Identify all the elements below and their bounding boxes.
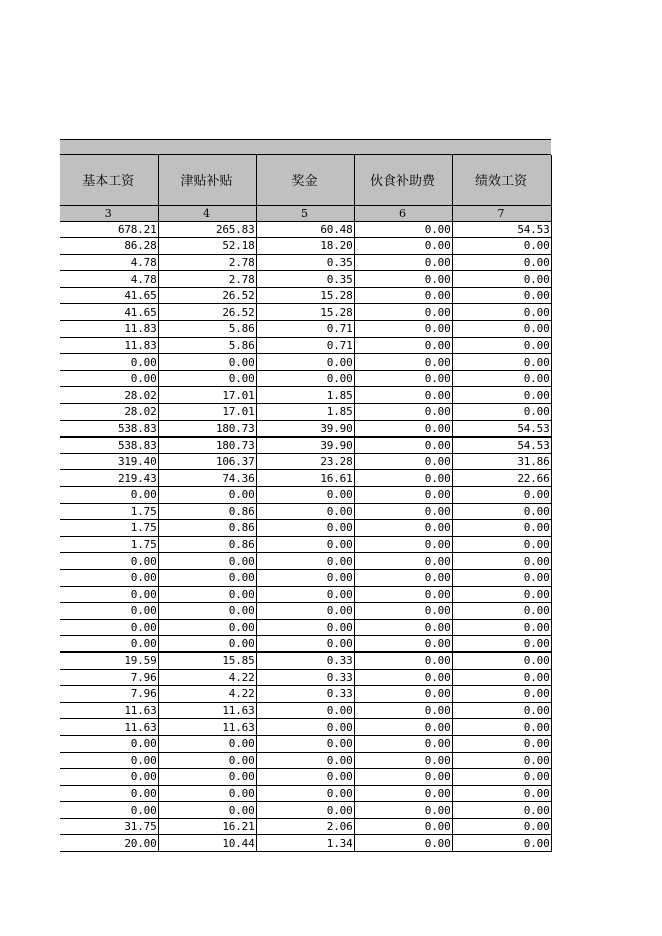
table-cell[interactable]: 60.48 [256,221,354,238]
table-cell[interactable]: 0.00 [354,287,452,304]
table-row [60,271,551,288]
table-cell[interactable]: 11.83 [60,321,158,338]
table-cell[interactable]: 0.00 [60,752,158,769]
table-row [60,652,551,669]
table-cell[interactable]: 0.00 [354,603,452,620]
table-cell[interactable]: 0.00 [354,321,452,338]
table-cell[interactable]: 0.00 [158,636,256,653]
table-cell[interactable]: 0.00 [452,321,551,338]
table-cell[interactable]: 0.00 [452,536,551,553]
table-cell[interactable]: 0.00 [354,453,452,470]
table-cell[interactable]: 54.53 [452,221,551,238]
table-cell[interactable]: 0.00 [452,785,551,802]
table-cell[interactable]: 0.00 [256,735,354,752]
table-row [60,669,551,686]
table-cell[interactable]: 0.00 [158,603,256,620]
table-cell[interactable]: 2.78 [158,254,256,271]
column-number: 5 [256,205,354,221]
table-cell[interactable]: 0.00 [354,337,452,354]
table-cell[interactable]: 0.00 [452,238,551,255]
table-row [60,453,551,470]
table-cell[interactable]: 0.86 [158,503,256,520]
table-cell[interactable]: 106.37 [158,453,256,470]
table-cell[interactable]: 0.00 [452,769,551,786]
table-cell[interactable]: 11.63 [60,719,158,736]
table-row [60,354,551,371]
table-row [60,702,551,719]
table-row [60,752,551,769]
table-cell[interactable]: 0.00 [158,370,256,387]
table-cell[interactable]: 5.86 [158,337,256,354]
table-cell[interactable]: 0.00 [452,669,551,686]
salary-table [60,155,552,852]
table-cell[interactable]: 0.00 [354,520,452,537]
table-row [60,238,551,255]
column-header: 奖金 [256,155,354,205]
table-cell[interactable]: 54.53 [452,437,551,454]
table-cell[interactable]: 0.00 [256,802,354,819]
table-cell[interactable]: 0.00 [60,487,158,504]
table-cell[interactable]: 0.00 [158,354,256,371]
spreadsheet [60,139,551,852]
table-row [60,536,551,553]
table-cell[interactable]: 0.00 [256,503,354,520]
table-cell[interactable]: 0.00 [158,569,256,586]
table-cell[interactable]: 54.53 [452,420,551,437]
table-cell[interactable]: 0.00 [452,287,551,304]
table-cell[interactable]: 0.00 [158,769,256,786]
table-cell[interactable]: 0.00 [354,669,452,686]
table-cell[interactable]: 0.00 [354,254,452,271]
table-body [60,221,551,852]
table-cell[interactable]: 1.85 [256,404,354,421]
table-cell[interactable]: 0.35 [256,254,354,271]
table-cell[interactable]: 180.73 [158,420,256,437]
table-cell[interactable]: 0.00 [158,619,256,636]
table-cell[interactable]: 0.00 [452,719,551,736]
table-row [60,569,551,586]
table-cell[interactable]: 0.00 [256,354,354,371]
table-row [60,321,551,338]
table-cell[interactable]: 0.00 [452,387,551,404]
table-row [60,437,551,454]
table-cell[interactable]: 7.96 [60,669,158,686]
table-cell[interactable]: 0.00 [158,553,256,570]
table-cell[interactable]: 1.75 [60,520,158,537]
table-cell[interactable]: 41.65 [60,304,158,321]
table-cell[interactable]: 1.85 [256,387,354,404]
table-row [60,304,551,321]
table-cell[interactable]: 0.00 [354,569,452,586]
table-cell[interactable]: 0.00 [354,503,452,520]
table-cell[interactable]: 0.71 [256,337,354,354]
table-cell[interactable]: 26.52 [158,287,256,304]
table-row [60,719,551,736]
table-cell[interactable]: 0.33 [256,686,354,703]
table-cell[interactable]: 538.83 [60,420,158,437]
table-cell[interactable]: 0.00 [158,802,256,819]
table-cell[interactable]: 0.00 [60,569,158,586]
table-cell[interactable]: 0.00 [256,785,354,802]
table-row [60,254,551,271]
table-cell[interactable]: 0.00 [60,785,158,802]
table-cell[interactable]: 0.00 [354,835,452,852]
header-row [60,155,551,205]
table-cell[interactable]: 0.00 [452,304,551,321]
table-cell[interactable]: 0.71 [256,321,354,338]
table-cell[interactable]: 11.63 [158,702,256,719]
table-cell[interactable]: 0.00 [452,835,551,852]
table-cell[interactable]: 18.20 [256,238,354,255]
table-cell[interactable]: 219.43 [60,470,158,487]
table-cell[interactable]: 0.00 [452,370,551,387]
column-header: 绩效工资 [452,155,551,205]
table-row [60,470,551,487]
table-cell[interactable]: 0.00 [256,553,354,570]
table-cell[interactable]: 1.34 [256,835,354,852]
table-cell[interactable]: 15.85 [158,652,256,669]
table-cell[interactable]: 0.00 [354,619,452,636]
table-cell[interactable]: 28.02 [60,404,158,421]
table-cell[interactable]: 7.96 [60,686,158,703]
table-cell[interactable]: 319.40 [60,453,158,470]
table-cell[interactable]: 0.00 [354,304,452,321]
table-cell[interactable]: 0.00 [60,603,158,620]
table-cell[interactable]: 2.06 [256,818,354,835]
table-cell[interactable]: 31.75 [60,818,158,835]
table-cell[interactable]: 0.00 [452,586,551,603]
table-cell[interactable]: 74.36 [158,470,256,487]
table-cell[interactable]: 678.21 [60,221,158,238]
table-row [60,769,551,786]
table-cell[interactable]: 0.00 [354,769,452,786]
table-cell[interactable]: 0.00 [452,802,551,819]
table-cell[interactable]: 0.00 [256,636,354,653]
table-cell[interactable]: 0.00 [354,470,452,487]
table-row [60,520,551,537]
table-cell[interactable]: 0.00 [452,652,551,669]
table-cell[interactable]: 0.00 [60,354,158,371]
table-cell[interactable]: 17.01 [158,387,256,404]
table-cell[interactable]: 39.90 [256,437,354,454]
table-cell[interactable]: 52.18 [158,238,256,255]
table-cell[interactable]: 0.35 [256,271,354,288]
table-cell[interactable]: 0.00 [354,354,452,371]
table-cell[interactable]: 0.00 [60,619,158,636]
table-cell[interactable]: 0.00 [256,487,354,504]
table-cell[interactable]: 0.00 [256,520,354,537]
table-cell[interactable]: 180.73 [158,437,256,454]
column-number: 6 [354,205,452,221]
table-row [60,387,551,404]
table-cell[interactable]: 0.00 [354,802,452,819]
table-cell[interactable]: 0.00 [354,387,452,404]
table-cell[interactable]: 0.00 [452,818,551,835]
table-cell[interactable]: 1.75 [60,536,158,553]
table-row [60,503,551,520]
column-number: 7 [452,205,551,221]
table-cell[interactable]: 0.00 [354,404,452,421]
table-cell[interactable]: 0.00 [354,553,452,570]
table-cell[interactable]: 22.66 [452,470,551,487]
table-cell[interactable]: 0.00 [452,603,551,620]
table-cell[interactable]: 28.02 [60,387,158,404]
table-cell[interactable]: 0.00 [354,420,452,437]
table-cell[interactable]: 0.00 [256,702,354,719]
table-cell[interactable]: 0.00 [354,636,452,653]
table-row [60,337,551,354]
table-row [60,818,551,835]
table-cell[interactable]: 0.00 [354,702,452,719]
table-cell[interactable]: 15.28 [256,287,354,304]
table-row [60,370,551,387]
table-cell[interactable]: 0.00 [452,735,551,752]
table-cell[interactable]: 15.28 [256,304,354,321]
header-band [60,139,551,155]
column-header: 基本工资 [60,155,158,205]
table-cell[interactable]: 2.78 [158,271,256,288]
table-cell[interactable]: 0.00 [452,569,551,586]
column-number: 4 [158,205,256,221]
column-header: 津贴补贴 [158,155,256,205]
table-cell[interactable]: 0.00 [354,719,452,736]
table-cell[interactable]: 0.00 [452,752,551,769]
table-cell[interactable]: 16.21 [158,818,256,835]
table-cell[interactable]: 11.63 [158,719,256,736]
table-cell[interactable]: 0.00 [354,586,452,603]
table-cell[interactable]: 0.00 [60,735,158,752]
table-cell[interactable]: 0.00 [354,652,452,669]
table-cell[interactable]: 0.00 [452,520,551,537]
table-cell[interactable]: 0.86 [158,520,256,537]
table-cell[interactable]: 11.83 [60,337,158,354]
column-number-row [60,205,551,221]
table-row [60,420,551,437]
table-cell[interactable]: 31.86 [452,453,551,470]
table-cell[interactable]: 0.00 [256,719,354,736]
table-cell[interactable]: 0.00 [60,802,158,819]
table-cell[interactable]: 0.00 [354,221,452,238]
table-cell[interactable]: 0.00 [452,553,551,570]
table-cell[interactable]: 0.33 [256,652,354,669]
table-cell[interactable]: 0.00 [452,337,551,354]
table-cell[interactable]: 0.00 [256,619,354,636]
table-cell[interactable]: 265.83 [158,221,256,238]
table-cell[interactable]: 538.83 [60,437,158,454]
table-cell[interactable]: 0.00 [256,603,354,620]
table-cell[interactable]: 0.00 [256,569,354,586]
table-row [60,686,551,703]
table-cell[interactable]: 10.44 [158,835,256,852]
table-cell[interactable]: 0.00 [452,354,551,371]
table-cell[interactable]: 5.86 [158,321,256,338]
table-cell[interactable]: 0.00 [256,752,354,769]
table-cell[interactable]: 0.00 [354,735,452,752]
table-row [60,802,551,819]
table-cell[interactable]: 39.90 [256,420,354,437]
table-cell[interactable]: 0.00 [354,785,452,802]
table-cell[interactable]: 0.86 [158,536,256,553]
table-cell[interactable]: 0.00 [452,702,551,719]
table-row [60,586,551,603]
table-cell[interactable]: 0.00 [354,238,452,255]
table-cell[interactable]: 0.00 [354,818,452,835]
table-cell[interactable]: 0.00 [452,487,551,504]
table-cell[interactable]: 0.00 [60,586,158,603]
table-cell[interactable]: 11.63 [60,702,158,719]
table-cell[interactable]: 0.00 [452,636,551,653]
table-cell[interactable]: 0.00 [256,769,354,786]
table-cell[interactable]: 0.00 [60,553,158,570]
table-cell[interactable]: 0.00 [60,769,158,786]
table-cell[interactable]: 0.00 [452,404,551,421]
table-cell[interactable]: 4.78 [60,254,158,271]
table-cell[interactable]: 4.22 [158,686,256,703]
table-row [60,636,551,653]
table-row [60,553,551,570]
table-cell[interactable]: 0.00 [354,686,452,703]
table-row [60,735,551,752]
table-cell[interactable]: 0.00 [452,271,551,288]
table-row [60,835,551,852]
table-row [60,603,551,620]
table-row [60,785,551,802]
table-cell[interactable]: 0.00 [452,254,551,271]
table-cell[interactable]: 0.00 [452,503,551,520]
table-row [60,287,551,304]
table-cell[interactable]: 20.00 [60,835,158,852]
table-cell[interactable]: 19.59 [60,652,158,669]
table-cell[interactable]: 0.00 [158,735,256,752]
table-cell[interactable]: 0.00 [158,487,256,504]
table-cell[interactable]: 1.75 [60,503,158,520]
table-row [60,619,551,636]
column-number: 3 [60,205,158,221]
table-cell[interactable]: 0.00 [158,586,256,603]
table-cell[interactable]: 0.00 [354,370,452,387]
table-cell[interactable]: 0.00 [354,271,452,288]
table-cell[interactable]: 23.28 [256,453,354,470]
table-cell[interactable]: 0.00 [158,752,256,769]
table-cell[interactable]: 0.00 [354,752,452,769]
table-cell[interactable]: 0.00 [354,437,452,454]
table-cell[interactable]: 0.00 [256,370,354,387]
table-cell[interactable]: 17.01 [158,404,256,421]
table-row [60,404,551,421]
table-cell[interactable]: 86.28 [60,238,158,255]
table-cell[interactable]: 0.00 [354,487,452,504]
table-cell[interactable]: 0.00 [354,536,452,553]
column-header: 伙食补助费 [354,155,452,205]
table-cell[interactable]: 0.00 [452,686,551,703]
table-cell[interactable]: 0.00 [256,586,354,603]
table-row [60,487,551,504]
table-cell[interactable]: 4.22 [158,669,256,686]
table-cell[interactable]: 4.78 [60,271,158,288]
table-cell[interactable]: 16.61 [256,470,354,487]
table-cell[interactable]: 0.00 [60,636,158,653]
table-cell[interactable]: 0.00 [256,536,354,553]
table-cell[interactable]: 26.52 [158,304,256,321]
table-cell[interactable]: 0.00 [158,785,256,802]
table-cell[interactable]: 0.00 [60,370,158,387]
table-cell[interactable]: 0.00 [452,619,551,636]
table-cell[interactable]: 41.65 [60,287,158,304]
table-row [60,221,551,238]
table-cell[interactable]: 0.33 [256,669,354,686]
